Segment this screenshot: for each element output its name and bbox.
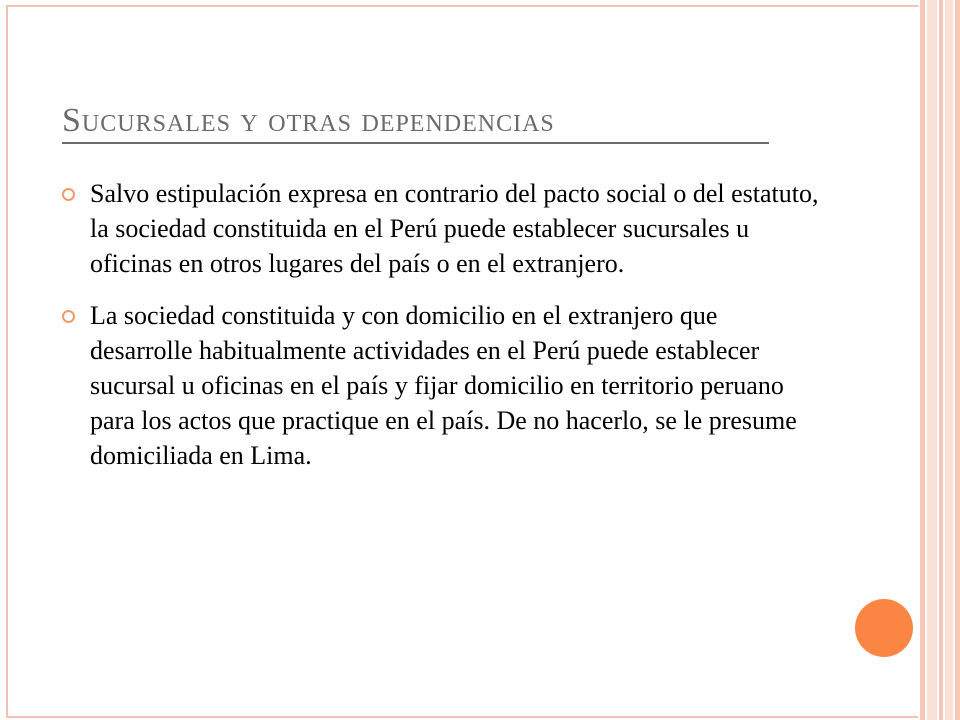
stripe bbox=[920, 0, 925, 720]
slide-title: Sucursales y otras dependencias bbox=[62, 102, 555, 139]
bullet-circle-icon bbox=[62, 310, 75, 323]
title-underline bbox=[62, 142, 769, 144]
stripe bbox=[955, 0, 960, 720]
bullet-text: Salvo estipulación expresa en contrario del pacto social o del estatuto, la sociedad constituida en el Perú puede establecer sucursales u oficinas en otros lugares del país o en el extranjero. bbox=[90, 179, 819, 278]
bullet-text: La sociedad constituida y con domicilio en el extranjero que desarrolle habitualmente actividades en el Perú puede establecer sucursal u oficinas en el país y fijar domicilio en territorio peruano para los actos que practique en el país. De no hacerlo, se le presume domiciliada en Lima. bbox=[90, 301, 797, 470]
bullet-item bbox=[62, 299, 822, 473]
stripe bbox=[927, 0, 937, 720]
bullet-item bbox=[62, 177, 822, 281]
bullet-list bbox=[62, 177, 822, 491]
decorative-stripes bbox=[918, 0, 960, 720]
stripe bbox=[945, 0, 953, 720]
stripe bbox=[939, 0, 943, 720]
accent-circle bbox=[855, 599, 913, 657]
bullet-circle-icon bbox=[62, 188, 75, 201]
